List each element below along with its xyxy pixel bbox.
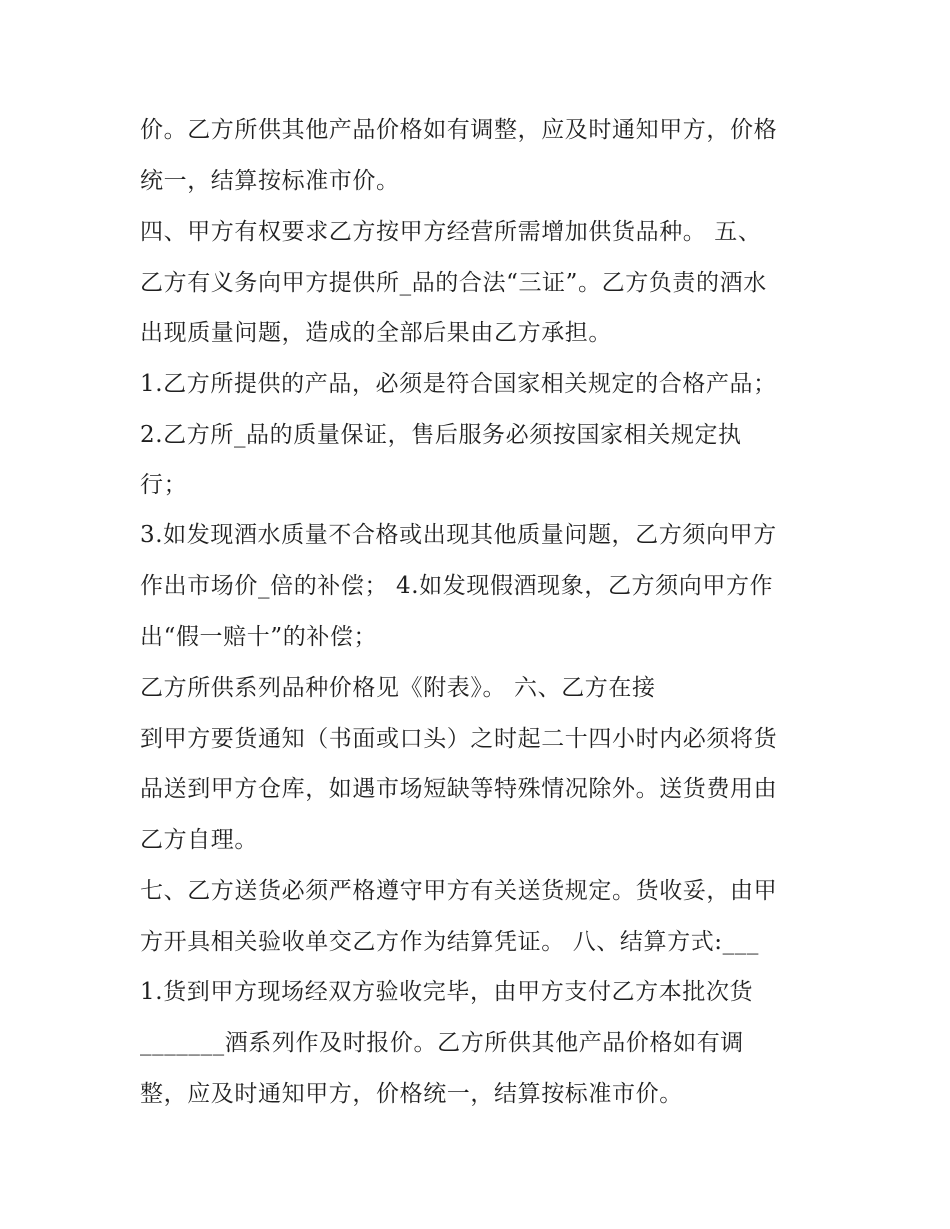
text-line: 1.货到甲方现场经双方验收完毕，由甲方支付乙方本批次货: [140, 979, 754, 1005]
text-line: 整，应及时通知甲方，价格统一，结算按标准市价。: [140, 1081, 683, 1107]
text-line: 3.如发现酒水质量不合格或出现其他质量问题，乙方须向甲方: [140, 522, 777, 548]
text-line: 到甲方要货通知（书面或口头）之时起二十四小时内必须将货: [140, 726, 778, 752]
text-line: 统一，结算按标准市价。: [140, 168, 400, 194]
text-line: 价。乙方所供其他产品价格如有调整，应及时通知甲方，价格: [140, 117, 778, 143]
text-line: 品送到甲方仓库，如遇市场短缺等特殊情况除外。送货费用由: [140, 776, 778, 802]
text-line: 2.乙方所_品的质量保证，售后服务必须按国家相关规定执: [140, 422, 742, 448]
text-line: 行；: [140, 472, 188, 498]
text-line: 四、甲方有权要求乙方按甲方经营所需增加供货品种。 五、: [140, 219, 762, 245]
text-line: 出现质量问题，造成的全部后果由乙方承担。: [140, 320, 612, 346]
text-line: 乙方所供系列品种价格见《附表》。 六、乙方在接: [140, 675, 656, 701]
text-line: 七、乙方送货必须严格遵守甲方有关送货规定。货收妥，由甲: [140, 878, 778, 904]
text-line: 方开具相关验收单交乙方作为结算凭证。 八、结算方式:___: [140, 929, 759, 955]
text-line: 乙方有义务向甲方提供所_品的合法“三证”。乙方负责的酒水: [140, 270, 767, 296]
text-line: 作出市场价_倍的补偿； 4.如发现假酒现象，乙方须向甲方作: [140, 573, 774, 599]
text-line: 乙方自理。: [140, 827, 258, 853]
text-line: 出“假一赔十”的补偿；: [140, 624, 378, 650]
text-line: _______酒系列作及时报价。乙方所供其他产品价格如有调: [140, 1030, 744, 1056]
text-line: 1.乙方所提供的产品，必须是符合国家相关规定的合格产品；: [140, 371, 777, 397]
